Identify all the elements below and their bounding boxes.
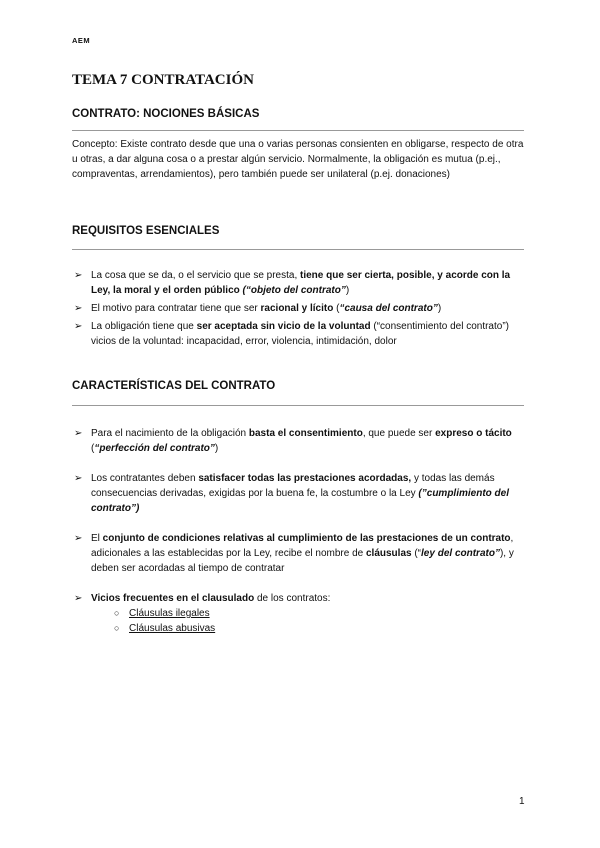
- bold-text: racional y lícito: [260, 303, 334, 314]
- arrow-bullet-icon: ➢: [74, 321, 83, 332]
- bold-italic-text: ley del contrato”: [421, 548, 500, 559]
- text: , que puede ser: [362, 428, 436, 439]
- text: (: [91, 443, 95, 454]
- underlined-text: Cláusulas abusivas: [129, 623, 216, 634]
- bold-italic-text: (”cumplimiento del contrato”): [91, 488, 509, 514]
- bold-text: cláusulas: [365, 548, 412, 559]
- caracteristicas-list: [72, 426, 530, 636]
- bold-italic-text: (“objeto del contrato”: [242, 285, 346, 296]
- arrow-bullet-icon: ➢: [74, 303, 83, 314]
- concepto-paragraph: Concepto: Existe contrato desde que una o varias personas consienten en obligarse, respecto de otra u otras, a dar alguna cosa o a prestar algún servicio. Normalmente, la obligación es mutua (p.ej., compraventas, arrendamientos), pero también puede ser unilateral (p.ej. donaciones): [72, 139, 524, 180]
- bold-text: tiene que ser cierta, posible, y acorde con la Ley, la moral y el orden público: [91, 270, 511, 296]
- text: (: [333, 303, 340, 314]
- text: (“consentimiento del contrato”) vicios de la voluntad: incapacidad, error, violencia, intimidación, dolor: [91, 321, 509, 347]
- section-divider: [72, 130, 524, 131]
- list-item: [72, 591, 530, 636]
- text: El motivo para contratar tiene que ser: [91, 303, 261, 314]
- list-item: [72, 426, 530, 456]
- section-divider: [72, 249, 524, 250]
- arrow-bullet-icon: ➢: [74, 593, 83, 604]
- page-number: 1: [519, 796, 525, 807]
- text: ): [437, 303, 442, 314]
- section-divider: [72, 405, 524, 406]
- circle-bullet-icon: ○: [114, 608, 120, 618]
- arrow-bullet-icon: ➢: [74, 270, 83, 281]
- section-heading-caracteristicas: CARACTERÍSTICAS DEL CONTRATO: [72, 380, 276, 392]
- list-item: [72, 301, 530, 316]
- text: El: [91, 533, 103, 544]
- text: , adicionales a las establecidas por la Ley, recibe el nombre de: [91, 533, 514, 559]
- text: La cosa que se da, o el servicio que se presta,: [91, 270, 301, 281]
- list-item: [72, 319, 530, 349]
- section-heading-nociones: CONTRATO: NOCIONES BÁSICAS: [72, 108, 260, 120]
- text: de los contratos:: [254, 593, 331, 604]
- arrow-bullet-icon: ➢: [74, 533, 83, 544]
- circle-bullet-icon: ○: [114, 623, 120, 633]
- text: ): [345, 285, 350, 296]
- list-item: [72, 268, 530, 298]
- section-heading-requisitos: REQUISITOS ESENCIALES: [72, 225, 220, 237]
- text: Los contratantes deben: [91, 473, 199, 484]
- bold-text: satisfacer todas las prestaciones acordadas,: [198, 473, 412, 484]
- running-header: AEM: [72, 36, 91, 45]
- bold-text: conjunto de condiciones relativas al cumplimiento de las prestaciones de un contrato: [102, 533, 511, 544]
- list-item: [72, 531, 530, 576]
- sublist-item: [91, 606, 530, 621]
- bold-text: ser aceptada sin vicio de la voluntad: [196, 321, 371, 332]
- text: ), y deben ser acordadas al tiempo de contratar: [91, 548, 514, 574]
- requisitos-list: [72, 268, 530, 349]
- list-item: [72, 471, 530, 516]
- text: ): [214, 443, 219, 454]
- arrow-bullet-icon: ➢: [74, 428, 83, 439]
- arrow-bullet-icon: ➢: [74, 473, 83, 484]
- sublist-item: [91, 621, 530, 636]
- text: y todas las demás consecuencias derivadas, exigidas por la buena fe, la costumbre o la Ley: [91, 473, 495, 499]
- bold-text: basta el consentimiento: [248, 428, 363, 439]
- vicios-sublist: [91, 606, 530, 636]
- underlined-text: Cláusulas ilegales: [129, 608, 210, 619]
- text: La obligación tiene que: [91, 321, 197, 332]
- bold-text: expreso o tácito: [435, 428, 512, 439]
- bold-text: Vicios frecuentes en el clausulado: [91, 593, 255, 604]
- bold-italic-text: “causa del contrato”: [339, 303, 438, 314]
- text: Para el nacimiento de la obligación: [91, 428, 249, 439]
- bold-italic-text: “perfección del contrato”: [94, 443, 215, 454]
- text: (“: [411, 548, 422, 559]
- page-title: TEMA 7 CONTRATACIÓN: [72, 72, 254, 88]
